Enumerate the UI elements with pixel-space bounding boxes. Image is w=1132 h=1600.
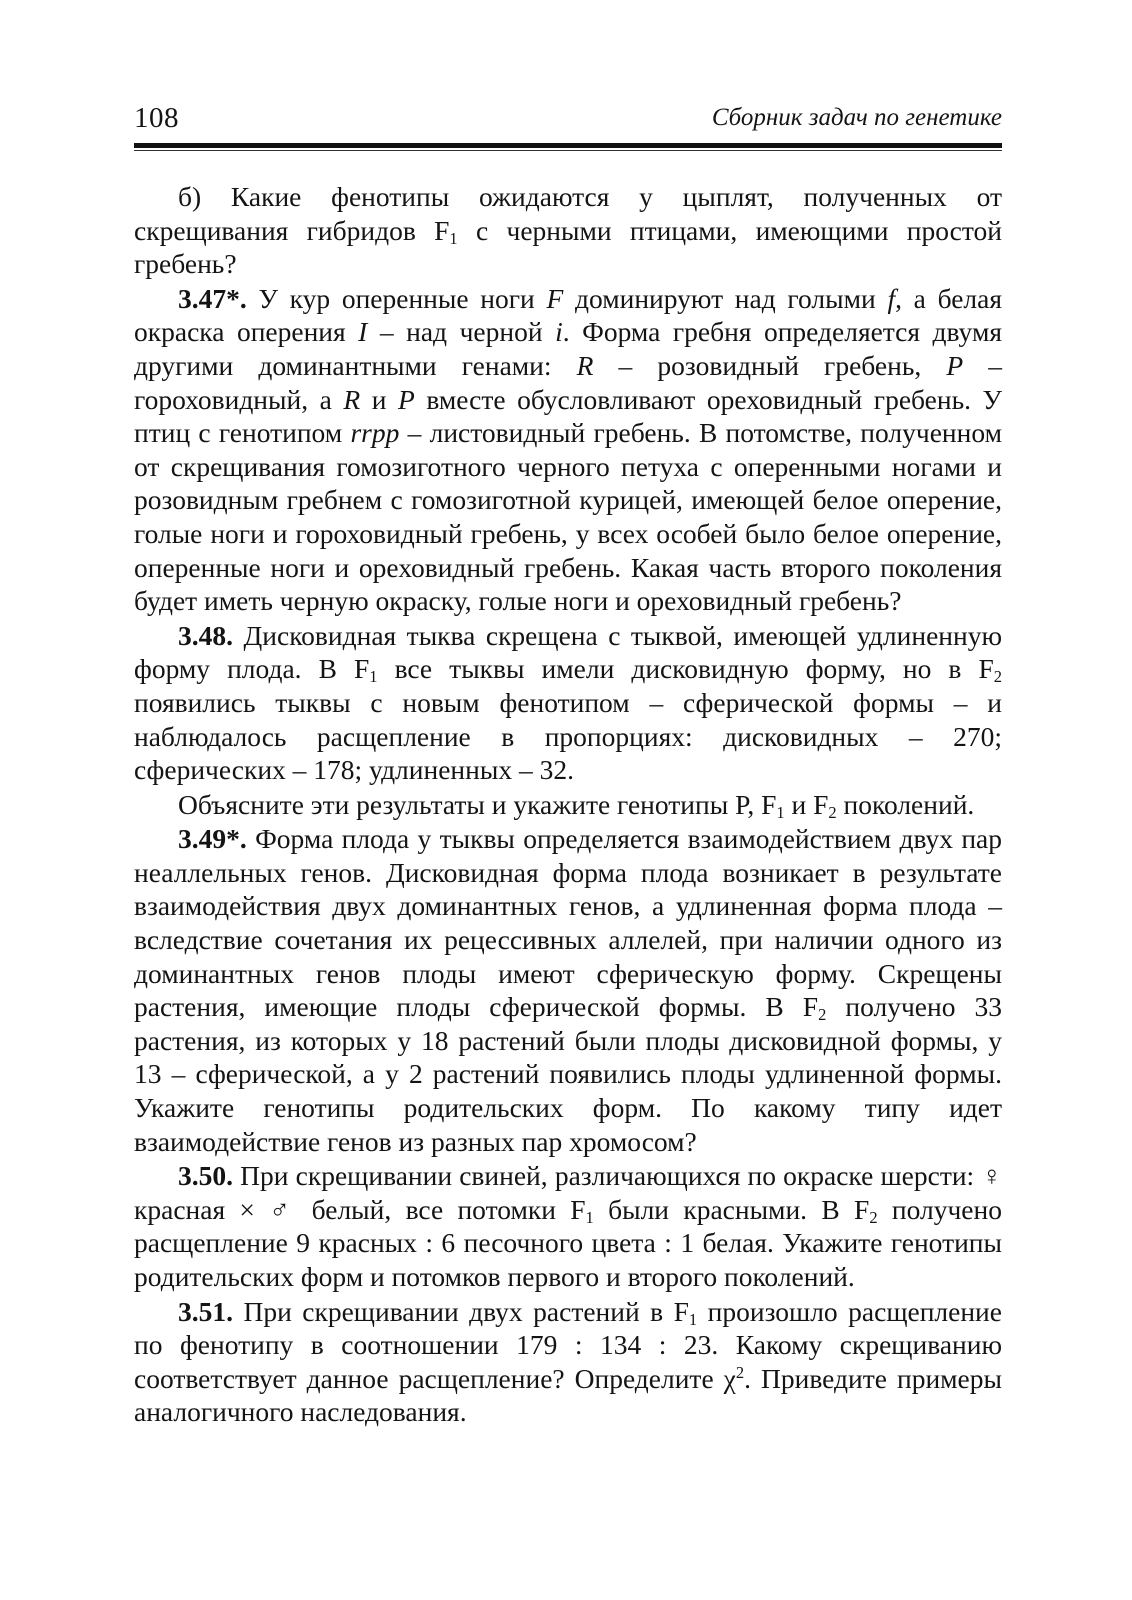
- text-run: При скрещивании свиней, различающихся по окраске шерсти: ♀ красная × ♂ белый, все потомки F: [134, 1160, 1002, 1225]
- text-run: получено расщепление 9 красных : 6 песочного цвета : 1 белая. Укажите генотипы родительских форм и потомков первого и второго поколений.: [134, 1193, 1002, 1292]
- subscript: 1: [688, 1309, 698, 1329]
- text-run: появились тыквы с новым фенотипом – сферической формы – и наблюдалось расщепление в пропорциях: дисковидных – 270; сферических – 178; удлиненных – 32.: [134, 686, 1002, 786]
- gene-symbol: P: [946, 349, 964, 381]
- header-rule-thick: [134, 143, 1002, 148]
- text-run: – гороховидный, а: [134, 349, 1002, 415]
- subscript: 1: [776, 802, 785, 822]
- text-run: получено 33 растения, из которых у 18 растений были плоды дисковидной формы, у 13 – сферической, а у 2 растений появились плоды удлиненной формы. Укажите генотипы родительских форм. По какому типу идет взаимодействие генов из разных пар хромосом?: [134, 991, 1002, 1157]
- problem-number: 3.50.: [178, 1160, 233, 1192]
- gene-symbol: I: [358, 316, 368, 348]
- paragraph-problem-3-48-task: [134, 788, 1002, 822]
- subscript: 1: [369, 667, 378, 687]
- text-run: – розовидный гребень,: [593, 349, 947, 381]
- gene-symbol: F: [546, 282, 564, 314]
- text-run: Дисковидная тыква скрещена с тыквой, имеющей удлиненную форму плода. В F: [134, 619, 1002, 685]
- text-run: с черными птицами, имеющими простой гребень?: [134, 214, 1002, 280]
- subscript: 2: [869, 1207, 878, 1227]
- problem-number: 3.48.: [178, 619, 233, 651]
- gene-symbol: P: [397, 383, 415, 415]
- text-run: все тыквы имели дисковидную форму, но в F: [377, 653, 994, 685]
- page-header: [134, 92, 1002, 142]
- paragraph-problem-3-49: [134, 822, 1002, 1158]
- text-run: произошло расщепление по фенотипу в соотношении 179 : 134 : 23. Какому скрещиванию соответствует данное расщепление? Определите χ: [134, 1295, 1002, 1394]
- text-run: вместе обусловливают ореховидный гребень. У птиц с генотипом: [134, 383, 1003, 449]
- subscript: 2: [828, 802, 837, 822]
- superscript: 2: [735, 1362, 745, 1382]
- paragraph-problem-3-51: [134, 1295, 1002, 1429]
- text-run: поколений.: [836, 788, 975, 820]
- problem-number: 3.51.: [178, 1295, 233, 1327]
- paragraph-problem-3-48: [134, 619, 1002, 787]
- text-run: Объясните эти результаты и укажите генотипы P, F: [178, 788, 777, 820]
- paragraph-question-b: [134, 180, 1002, 281]
- text-run: б) Какие фенотипы ожидаются у цыплят, полученных от скрещивания гибридов F: [134, 181, 1002, 246]
- gene-symbol: rrpp: [350, 417, 400, 449]
- subscript: 2: [993, 667, 1002, 687]
- text-run: При скрещивании двух растений в F: [233, 1295, 689, 1327]
- text-run: доминируют над голыми: [563, 282, 888, 314]
- text-run: , а белая окраска оперения: [134, 282, 1002, 348]
- paragraph-problem-3-50: [134, 1159, 1002, 1293]
- paragraph-problem-3-47: [134, 282, 1002, 618]
- running-title: Сборник задач по генетике: [711, 104, 1002, 131]
- problem-number: 3.49*.: [178, 823, 247, 855]
- text-run: . Приведите примеры аналогичного наследования.: [134, 1362, 1002, 1428]
- gene-symbol: R: [576, 349, 594, 381]
- text-run: были красными. В F: [593, 1193, 870, 1225]
- page-body: [134, 180, 1002, 1429]
- text-run: У кур оперенные ноги: [246, 282, 547, 314]
- subscript: 1: [449, 228, 458, 248]
- text-run: Форма плода у тыквы определяется взаимодействием двух пар неаллельных генов. Дисковидная форма плода возникает в результате взаимодействия двух доминантных генов, а удлиненная форма плода – вследствие сочетания их рецессивных аллелей, при наличии одного из доминантных генов плоды имеют сферическую форму. Скрещены растения, имеющие плоды сферической формы. В F: [134, 823, 1002, 1023]
- gene-symbol: R: [343, 383, 361, 415]
- header-rule-thin: [134, 150, 1002, 151]
- problem-number: 3.47*.: [178, 282, 247, 314]
- text-run: и F: [784, 788, 829, 820]
- page-number: 108: [134, 102, 179, 134]
- text-run: . Форма гребня определяется двумя другими доминантными генами:: [134, 316, 1002, 381]
- subscript: 1: [585, 1207, 594, 1227]
- text-run: – листовидный гребень. В потомстве, полученном от скрещивания гомозиготного черного петуха с оперенными ногами и розовидным гребнем с гомозиготной курицей, имеющей белое оперение, голые ноги и гороховидный гребень, у всех особей было белое оперение, оперенные ноги и ореховидный гребень. Какая часть второго поколения будет иметь черную окраску, голые ноги и ореховидный гребень?: [134, 417, 1002, 617]
- text-run: и: [360, 383, 398, 415]
- subscript: 2: [818, 1005, 827, 1025]
- gene-symbol: f: [887, 282, 896, 314]
- gene-symbol: i: [555, 316, 563, 348]
- text-run: – над черной: [367, 316, 556, 348]
